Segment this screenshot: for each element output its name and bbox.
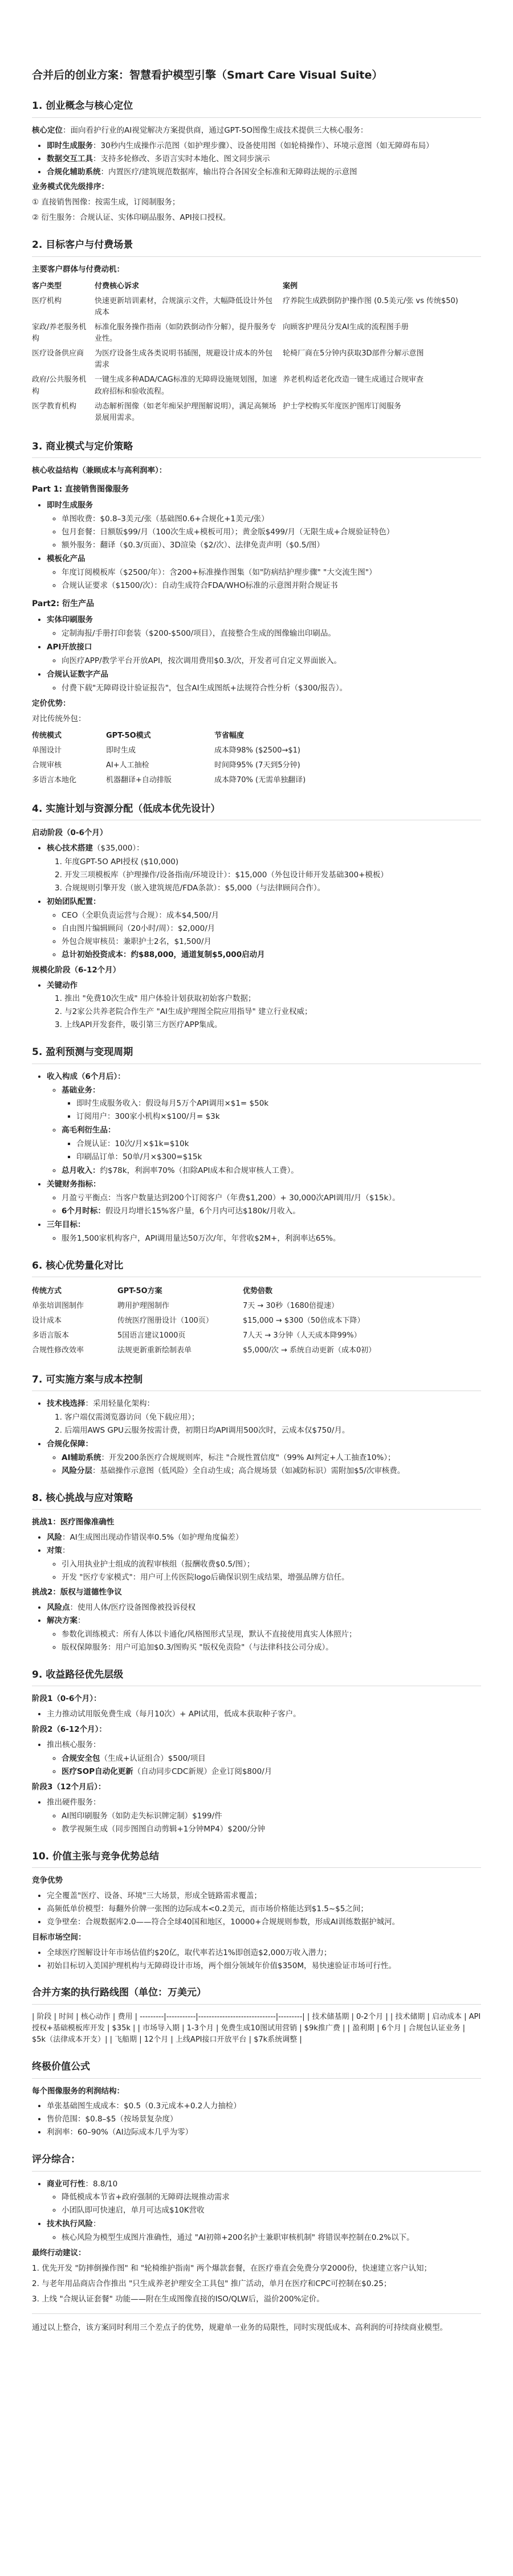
list-item: ◦ 向医疗APP/教学平台开放API，按次调用费用$0.3/次，开发者可自定义界面嵌入。	[62, 655, 481, 667]
table-cell: 一键生成多种ADA/CAG标准的无障碍设施规划图，加速政府招标和验收流程。	[95, 375, 277, 396]
column-header: 传统方式	[32, 1286, 62, 1295]
sub-text: ：AI生成图出现动作错误率0.5%（如护理角度偏差）	[62, 1532, 243, 1542]
customer-table	[32, 279, 481, 426]
list-item: ◦ 降低模成本节省+政府强制的无障碍法规推动需求	[62, 2191, 481, 2203]
list-item	[47, 553, 481, 592]
advantage-table	[32, 1284, 414, 1359]
section-heading: 2. 目标客户与付费场景	[32, 238, 481, 256]
list-item: ◦ 定制海报/手册打印套装（$200-$500/项目），直接整合生成的图像输出印刷品。	[62, 628, 481, 640]
core-label: 核心技术搭建	[47, 844, 93, 853]
table-cell: 机器翻译+自动排版	[106, 775, 172, 784]
list-item: 2. 开发三项模板库（护理操作/设备指南/环境设计）：$15,000（外包设计师开发基础300+模板）	[55, 870, 388, 880]
table-row	[32, 320, 481, 346]
table-row	[32, 294, 481, 320]
sub-text: 假设月均增长15%客户量，6个月内可达$180k/月收入。	[105, 1206, 300, 1216]
section-heading: 7. 可实施方案与成本控制	[32, 1372, 481, 1391]
table-cell: 医疗机构	[32, 296, 62, 305]
column-header: 客户类型	[32, 281, 62, 291]
list-item: ▪ 即时生成服务收入：假设每月5万个API调用×$1= $50k	[76, 1098, 481, 1110]
document-title: 合并后的创业方案：智慧看护模型引擎（Smart Care Visual Suite）	[32, 69, 383, 81]
section-heading: 8. 核心挑战与应对策略	[32, 1491, 481, 1510]
column-header: 付费核心诉求	[95, 281, 140, 291]
auto-label: 合规化保障：	[47, 1439, 93, 1449]
list-item: ◦ 付费下载"无障碍设计验证报告"，包含AI生成图纸+法规符合性分析（$300/报告）。	[62, 682, 481, 694]
list-item: ◦ 单图收费：$0.8–3美元/张（基础图0.6+合规化+1美元/张）	[62, 513, 481, 525]
list-item	[47, 1739, 481, 1778]
list-item	[62, 1125, 481, 1163]
sub-text: ：	[62, 1545, 70, 1555]
sub-text: ：使用人体/医疗设备图像被投诉侵权	[70, 1603, 196, 1613]
table-header-row	[32, 1284, 414, 1299]
action-item: 1. 优先开发 "防摔倒操作图" 和 "轮椅维护指南" 两个爆款套餐，在医疗垂直会免费分享2000份，快速建立客户认知；	[32, 2264, 432, 2274]
table-cell: 7人天 → 3分钟（人天成本降99%）	[243, 1331, 361, 1340]
list-item	[47, 1615, 481, 1654]
sub-label: 对策	[47, 1545, 62, 1555]
item-label: 收入构成（6个月后）：	[47, 1072, 125, 1081]
list-item: ◦ AI图印刷服务（如防走失标识牌定制）$199/件	[62, 1810, 481, 1822]
list-item	[47, 1602, 481, 1614]
list-item: • 完全覆盖"医疗、设备、环境"三大场景，形成全链路需求覆盖；	[47, 1890, 481, 1902]
list-item: 3. 合规规则引擎开发（嵌入建筑规范/FDA条款）：$5,000（与法律顾问合作）。	[55, 884, 325, 893]
table-cell: 成本降70% (无需单独翻译)	[214, 775, 306, 784]
stage-label: 阶段1（0-6个月）：	[32, 1694, 101, 1704]
table-cell: 合规审核	[32, 760, 62, 770]
table-cell: 疗养院生成跌倒防护操作图 (0.5美元/张 vs 传统$50)	[283, 296, 458, 305]
eval-list	[47, 2178, 481, 2244]
table-cell: 传统医疗图册设计（100页）	[117, 1316, 213, 1326]
group-label: 实体印刷服务	[47, 615, 93, 625]
implementation-list	[47, 1398, 481, 1477]
part-heading: Part 1: 直接销售图像服务	[32, 485, 129, 494]
sub-label: AI辅助系统	[62, 1453, 101, 1462]
list-item: • 利润率：60–90%（AI边际成本几乎为零）	[47, 2127, 481, 2139]
list-item: ◦ 月盈亏平衡点：当客户数量达到200个订阅客户（年费$1,200）+ 30,000次API调用/月（$15k）。	[62, 1192, 481, 1204]
part-heading: Part2: 衍生产品	[32, 599, 95, 609]
price-label: 每个图像服务的利润结构：	[32, 2086, 124, 2096]
table-cell: 标准化服务操作指南（如防跌倒动作分解），提升服务专业性。	[95, 322, 276, 344]
list-item: 3. 上线API开发套件，吸引第三方医疗APP集成。	[55, 1020, 222, 1030]
table-cell: 法规更新重新绘制表单	[117, 1346, 192, 1355]
group-label: API开放接口	[47, 642, 92, 652]
sub-text: 约$78k，利润率70%（扣除API成本和合规审核人工费）。	[100, 1166, 299, 1176]
list-item: ◦ 服务1,500家机构客户，API调用量达50万次/年，年营收$2M+，利润率达65%。	[62, 1233, 481, 1245]
list-item	[47, 166, 481, 178]
item-text: ：内置医疗/建筑规范数据库，输出符合各国安全标准和无障碍法规的示意图	[100, 167, 357, 177]
key-label: 关键动作	[47, 980, 78, 990]
list-item: 1. 客户端仅需浏览器访问（免下载应用）；	[55, 1412, 199, 1422]
list-item: ◦ 核心风险为模型生成图片准确性，通过 "AI初筛+200名护士兼职审核机制" 将错误率控制在0.2%以下。	[62, 2232, 481, 2244]
group-label: 模板化产品	[47, 554, 85, 563]
document	[32, 67, 481, 2334]
table-cell: 成本降98% ($2500→$1)	[214, 746, 300, 755]
goal-label: 目标市场空间：	[32, 1932, 86, 1942]
pricing-table	[32, 729, 363, 788]
list-item	[47, 140, 481, 152]
section-heading: 3. 商业模式与定价策略	[32, 439, 481, 458]
group-label: 即时生成服务	[47, 501, 93, 510]
section-heading: 5. 盈利预测与变现周期	[32, 1045, 481, 1064]
price-list	[47, 2100, 481, 2139]
sub-label: 总月收入：	[62, 1166, 100, 1176]
list-item: ◦ 开发 "医疗专家模式"：用户可上传医院logo后确保识别生成结果，增强品牌方信任。	[62, 1572, 481, 1584]
list-item	[62, 1165, 481, 1177]
list-item: ◦ 自由图片编辑顾问（20小时/周）：$2,000/月	[62, 923, 481, 935]
team-total: 总计初始投资成本：约$88,000，通道复制$5,000启动月	[62, 950, 265, 959]
sub-label: 技术执行风险	[47, 2219, 93, 2229]
item-label: 三年目标：	[47, 1220, 85, 1229]
sub-text: ：	[93, 2219, 101, 2229]
sub-text: ：8.8/10	[85, 2179, 118, 2189]
list-item	[47, 669, 481, 694]
core-amount: （$35,000）：	[93, 844, 144, 853]
list-item	[47, 614, 481, 640]
list-item	[62, 1452, 481, 1464]
section-heading: 1. 创业概念与核心定位	[32, 99, 481, 117]
list-item: ◦ 版权保障服务：用户可追加$0.3/图购买 "版权免责险"（与法律科技公司分成）。	[62, 1642, 481, 1654]
priority-label: 业务模式优先级排序：	[32, 182, 109, 192]
list-item	[62, 1753, 481, 1765]
list-item	[47, 1179, 481, 1217]
column-header: 优势倍数	[243, 1286, 273, 1295]
phase1-list	[47, 843, 481, 960]
sub-text: ：	[78, 1616, 85, 1626]
list-item: ◦ 包月套餐：日额版$99/月（100次生成+模板可用）；黄金版$499/月（无限生成+合规验证特色）	[62, 526, 481, 538]
sub-label: 风险分层	[62, 1466, 92, 1475]
sub-label: 商业可行性	[47, 2179, 85, 2189]
phase-label: 启动阶段（0-6个月）	[32, 828, 108, 838]
table-cell: 医学教育机构	[32, 402, 77, 411]
divider	[32, 2313, 481, 2314]
table-row	[32, 373, 481, 399]
list-item	[47, 1071, 481, 1177]
stage-list	[47, 1708, 481, 1720]
priority-item: ① 直接销售图像：按需生成，订阅制服务；	[32, 198, 180, 207]
list-item	[47, 2218, 481, 2244]
challenge2-list	[47, 1602, 481, 1654]
intro-paragraph	[32, 125, 481, 137]
sub-label: 风险点	[47, 1603, 70, 1613]
section-heading: 合并方案的执行路线图（单位：万美元）	[32, 1985, 481, 2004]
challenge-label: 挑战1：医疗图像准确性	[32, 1517, 115, 1527]
phase-label: 规模化阶段（6-12个月）	[32, 965, 121, 975]
list-item	[47, 980, 481, 1032]
item-label: 数据交互工具	[47, 154, 93, 163]
sub-label: 医疗SOP自动化更新	[62, 1767, 133, 1777]
pricing-label: 定价优势：	[32, 698, 71, 708]
sub-label: 合规安全包	[62, 1754, 100, 1764]
sub-label: 风险	[47, 1532, 62, 1542]
list-item: ◦ 年度订阅模板库（$2500/年）：含200+标准操作图集（如"防病结护理步骤" "大交流生图"）	[62, 567, 481, 579]
list-item: 1. 推出 "免费10次生成" 用户体验计划获取初始客户数据；	[55, 994, 256, 1004]
roadmap-text: | 阶段 | 时间 | 核心动作 | 费用 | ---------|-----------|-----------------------------|---------| | 技术储基期 | 0-2个月 | | 技术储期 | 启动成本 | API授权+基础模板库开发 | $35k | | 市场导入期 | 1-3个月 | 免费生成10图试用营销 | $9k推广费 | | 盈利期 | 6个月 | 合规包认证业务 | $5k（法律成本开支）| | 飞船期 | 12个月 | 上线API接口开放平台 | $7k系统调整 |	[32, 2012, 481, 2045]
item-label: 即时生成服务	[47, 141, 93, 150]
actions-label: 最终行动建议：	[32, 2248, 86, 2258]
section-subheading: 主要客户群体与付费动机：	[32, 264, 124, 274]
list-item: • 全球医疗图解设计年市场估值约$20亿，取代率若达1%即创造$2,000万收入潜力；	[47, 1947, 481, 1959]
comp-label: 竞争优势	[32, 1875, 63, 1885]
list-item: 2. 后端用AWS GPU云服务按需计费，初期日均API调用500次时，云成本仅$750/月。	[55, 1425, 350, 1435]
part1-list	[47, 500, 481, 591]
table-cell: 合规性修改效率	[32, 1346, 84, 1355]
list-item	[47, 843, 481, 894]
sub-label: 解决方案	[47, 1616, 78, 1626]
sub-text: （自动同步CDC新规）企业订阅$800/月	[133, 1767, 272, 1777]
phase2-list	[47, 980, 481, 1032]
table-row	[32, 1314, 414, 1328]
table-cell: 多语言版本	[32, 1331, 70, 1340]
list-item	[47, 1532, 481, 1544]
pricing-intro: 对比传统外包：	[32, 714, 86, 723]
team-label: 初始团队配置：	[47, 897, 101, 907]
list-item	[47, 1438, 481, 1477]
list-item: 2. 与2家公共养老院合作生产 "AI生成护理图全院应用指导" 建立行业权威；	[55, 1007, 312, 1017]
list-item	[47, 2178, 481, 2217]
table-cell: 护士学校购买年度医护图库订阅服务	[283, 402, 402, 411]
table-cell: 为医疗设备生成各类说明书插图，规避设计成本的外包需求	[95, 349, 273, 370]
table-row	[32, 399, 481, 426]
list-item: ◦ 小团队即可快速启，单月可达成$10K营收	[62, 2205, 481, 2217]
list-item: • 竞争壁垒：合规数据库2.0——符合全球40国和地区，10000+合规规则参数，形成AI训练数据护城河。	[47, 1916, 481, 1928]
list-item: ◦ 额外服务：翻译（$0.3/页面）、3D渲染（$2/次）、法律免责声明（$0.5/图）	[62, 539, 481, 551]
table-row	[32, 743, 363, 758]
goal-list	[47, 1947, 481, 1972]
list-item: ◦ 参数化训练模式：所有人体以卡通化/风格图形式呈现，默认不直接使用真实人体照片；	[62, 1629, 481, 1641]
list-item	[62, 1085, 481, 1123]
section-heading: 6. 核心优势量化对比	[32, 1258, 481, 1277]
comp-list	[47, 1890, 481, 1928]
sub-label: 高毛利衍生品：	[62, 1126, 116, 1135]
tech-label: 技术栈选择	[47, 1399, 85, 1408]
list-item	[47, 153, 481, 165]
service-list	[47, 140, 481, 178]
list-item: • 售价范围：$0.8–$5（按场景复杂度）	[47, 2113, 481, 2125]
table-cell: 单张培训图制作	[32, 1302, 84, 1311]
list-item	[47, 1797, 481, 1835]
item-text: ：支持多轮修改、多语言实时本地化、图文同步演示	[93, 154, 270, 163]
table-cell: 多语言本地化	[32, 775, 77, 784]
table-cell: $5,000/次 → 系统自动更新（成本0初）	[243, 1346, 376, 1355]
table-header-row	[32, 279, 481, 294]
list-item: ▪ 印刷品订单：50单/月×$300=$15k	[76, 1151, 481, 1163]
table-cell: 家政/养老服务机构	[32, 322, 87, 344]
table-cell: 医疗设备供应商	[32, 349, 84, 358]
stage-list	[47, 1739, 481, 1778]
table-row	[32, 1299, 414, 1314]
section-heading: 10. 价值主张与竞争优势总结	[32, 1849, 481, 1868]
list-item	[47, 1219, 481, 1245]
challenge1-list	[47, 1532, 481, 1584]
table-row	[32, 346, 481, 373]
table-cell: 单图设计	[32, 746, 62, 755]
stage-label: 阶段3（12个月后）：	[32, 1782, 106, 1792]
column-header: GPT-5O模式	[106, 731, 151, 740]
table-header-row	[32, 729, 363, 743]
challenge-label: 挑战2：版权与道德性争议	[32, 1588, 122, 1597]
list-item: ◦ 教学视频生成（同步图图自动剪辑+1分钟MP4）$200/分钟	[62, 1823, 481, 1835]
list-item: ◦ 外包合规审核员：兼职护士2名，$1,500/月	[62, 936, 481, 948]
list-item	[62, 1465, 481, 1477]
table-cell: 时间降95% (7天到5分钟)	[214, 760, 300, 770]
table-row	[32, 773, 363, 788]
revenue-list	[47, 1071, 481, 1245]
closing-paragraph: 通过以上整合，该方案同时利用三个差点子的优势，规避单一业务的局限性，同时实现低成本、高利润的可持续商业模型。	[32, 2323, 447, 2332]
sub-label: 基础业务：	[62, 1085, 100, 1095]
list-item: • 单张基础图生成成本：$0.5（0.3元成本+0.2人力抽检）	[47, 2100, 481, 2112]
list-item: • 初始目标切入美国护理机构与无障碍设计市场，两个细分领域年价值$350M，易快速验证市场可行性。	[47, 1960, 481, 1972]
action-item: 2. 与老年用品商店合作推出 "只生成养老护理安全工具包" 推广活动，单月在医疗和CPC可控制在$0.25；	[32, 2279, 392, 2289]
list-item: ◦ 合规认证要求（$1500/次）：自动生成符合FDA/WHO标准的示意图并附合规证书	[62, 580, 481, 592]
table-row	[32, 1343, 414, 1358]
column-header: 传统模式	[32, 731, 62, 740]
table-cell: 向顾客护理员分发AI生成的流程图手册	[283, 322, 409, 332]
list-item	[47, 896, 481, 961]
table-row	[32, 758, 363, 773]
column-header: 案例	[283, 281, 298, 291]
group-label: 合规认证数字产品	[47, 669, 108, 679]
tech-sub: ：采用轻量化架构：	[85, 1399, 154, 1408]
section-heading: 终极价值公式	[32, 2059, 481, 2078]
column-header: GPT-5O方案	[117, 1286, 162, 1295]
table-cell: 7天 → 30秒（1680倍提速）	[243, 1302, 339, 1311]
table-cell: 快速更新培训素材，合规演示文件，大幅降低设计外包成本	[95, 296, 273, 317]
table-cell: AI+人工抽检	[106, 760, 149, 770]
list-item	[47, 1398, 481, 1437]
table-cell: 政府/公共服务机构	[32, 375, 87, 396]
table-cell: 设计成本	[32, 1316, 62, 1326]
table-row	[32, 1328, 414, 1343]
stage-text: 推出核心服务：	[47, 1740, 101, 1750]
sub-text: ：基础操作示意图（低风险）全自动生成；高合规场景（如减防标识）需附加$5/次审核费。	[92, 1466, 405, 1475]
list-item	[62, 1205, 481, 1217]
list-item	[62, 949, 481, 961]
sub-text: ：开发200条医疗合规规则库，标注 "合规性置信度"（99% AI判定+人工抽查10%）；	[101, 1453, 396, 1462]
part2-list	[47, 614, 481, 694]
sub-text: （生成+认证组合）$500/项目	[100, 1754, 206, 1764]
list-item: 1. 年度GPT-5O API授权 ($10,000)	[55, 857, 179, 867]
section-heading: 9. 收益路径优先层级	[32, 1667, 481, 1686]
table-cell: 5国语言建议1000页	[117, 1331, 186, 1340]
list-item: • 高频低单价模型：每翻外价牌一张图的边际成本<0.2美元，而市场价格能达到$1.5~$5之间；	[47, 1903, 481, 1915]
list-item: • 主力推动试用版免费生成（每月10次）+ API试用，低成本获取种子客户。	[47, 1708, 481, 1720]
section-heading: 评分综合：	[32, 2152, 481, 2171]
list-item	[47, 641, 481, 667]
item-label: 关键财务指标：	[47, 1179, 101, 1189]
table-cell: 轮椅厂商在5分钟内获取3D部件分解示意图	[283, 349, 424, 358]
priority-item: ② 衍生服务：合规认证、实体印刷品服务、API接口授权。	[32, 213, 231, 223]
list-item: ▪ 合规认证：10次/月×$1k=$10k	[76, 1138, 481, 1150]
stage-text: 推出硬件服务：	[47, 1797, 101, 1807]
item-label: 合规化辅助系统	[47, 167, 101, 177]
intro-label: 核心定位	[32, 125, 63, 135]
list-item: ◦ 引入用执业护士组成的流程审核组（报酬收费$0.5/图）；	[62, 1559, 481, 1571]
section-heading: 4. 实施计划与资源分配（低成本优先设计）	[32, 802, 481, 820]
list-item: ◦ CEO（全职负责运营与合规）：成本$4,500/月	[62, 910, 481, 922]
section-subheading: 核心收益结构（兼顾成本与高利润率）：	[32, 466, 167, 476]
table-cell: 养老机构适老化改造一键生成通过合规审查	[283, 375, 424, 385]
intro-text: ：面向看护行业的AI视觉解决方案提供商，通过GPT-5O图像生成技术提供三大核心服务：	[63, 125, 368, 135]
list-item	[47, 1545, 481, 1584]
stage-list	[47, 1797, 481, 1835]
list-item: ▪ 订阅用户：300家小机构×$100/月= $3k	[76, 1111, 481, 1123]
list-item	[47, 500, 481, 551]
list-item	[62, 1766, 481, 1778]
table-cell: 动态解析图像（如老年痴呆护理图解说明），满足高频场景展用需求。	[95, 402, 276, 422]
sub-label: 6个月时标：	[62, 1206, 105, 1216]
stage-label: 阶段2（6-12个月）：	[32, 1725, 107, 1735]
item-text: ：30秒内生成操作示范图（如护理步骤）、设备使用图（如轮椅操作）、环境示意图（如无障碍布局）	[93, 141, 434, 150]
action-item: 3. 上线 "合规认证套餐" 功能——附在生成图像直接的ISO/QLW后，溢价200%定价。	[32, 2294, 324, 2304]
table-cell: 即时生成	[106, 746, 136, 755]
table-cell: 聘用护理图制作	[117, 1302, 170, 1311]
table-cell: $15,000 → $300（50倍成本下降）	[243, 1316, 365, 1326]
column-header: 节省幅度	[214, 731, 245, 740]
